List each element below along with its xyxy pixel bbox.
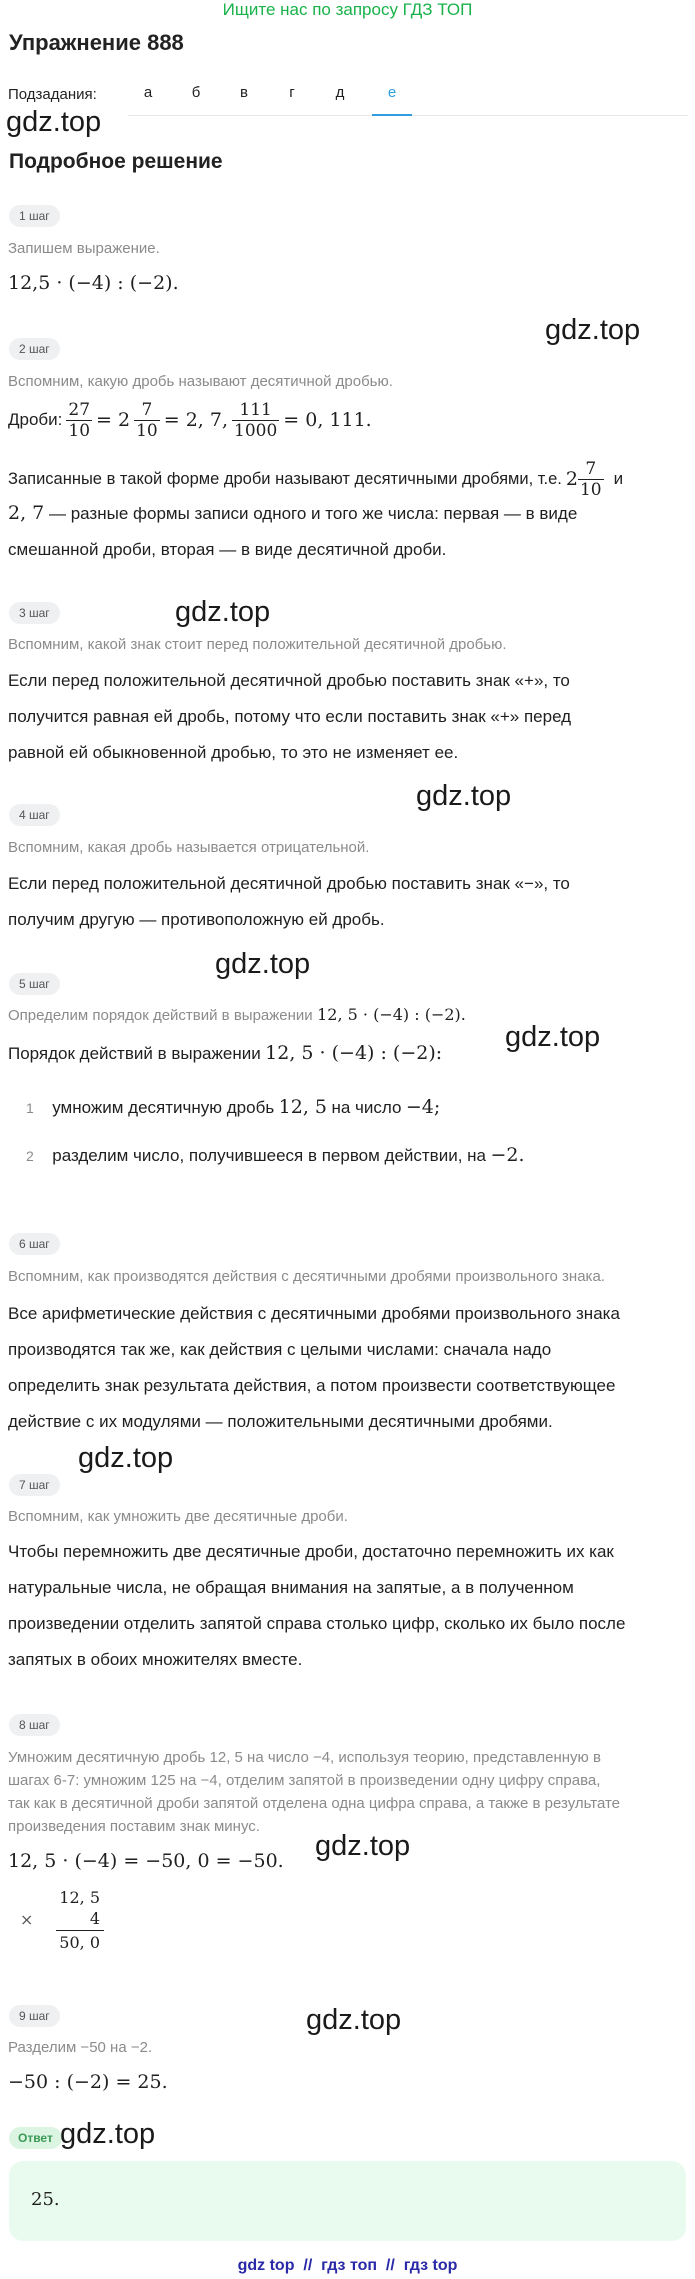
list-item: 1 умножим десятичную дробь 12, 5 на число −4; xyxy=(26,1096,441,1118)
step-badge: 8 шаг xyxy=(9,1714,60,1736)
tab-e[interactable]: е xyxy=(372,84,412,116)
watermark: gdz.top xyxy=(6,106,102,138)
step-badge: 4 шаг xyxy=(9,804,60,826)
step-hint: шагах 6-7: умножим 125 на −4, отделим запятой в произведении одну цифру справа, xyxy=(8,1772,601,1789)
paragraph-line: Если перед положительной десятичной дробью поставить знак «−», то xyxy=(8,874,570,893)
paragraph-line: производятся так же, как действия с целыми числами: сначала надо xyxy=(8,1340,552,1359)
step-hint: Вспомним, как умножить две десятичные дроби. xyxy=(8,1508,348,1525)
tab-b[interactable]: б xyxy=(191,84,201,101)
step-hint: Разделим −50 на −2. xyxy=(8,2039,153,2056)
answer-value: 25. xyxy=(31,2189,60,2210)
solution-heading: Подробное решение xyxy=(9,150,223,173)
step-hint: произведения поставим знак минус. xyxy=(8,1818,260,1835)
paragraph-line: Все арифметические действия с десятичными дробями произвольного знака xyxy=(8,1304,620,1323)
paragraph-line: Если перед положительной десятичной дробью поставить знак «+», то xyxy=(8,671,570,690)
watermark: gdz.top xyxy=(416,780,512,812)
step-hint: Вспомним, какой знак стоит перед положительной десятичной дробью. xyxy=(8,636,507,653)
step-badge: 6 шаг xyxy=(9,1233,60,1255)
step-hint: Определим порядок действий в выражении 12, 5 · (−4) : (−2). xyxy=(8,1005,466,1024)
step-badge: 1 шаг xyxy=(9,205,60,227)
step-formula: 12, 5 · (−4) = −50, 0 = −50. xyxy=(8,1850,284,1872)
fractions-line xyxy=(8,396,372,444)
multiply-sign: × xyxy=(20,1910,34,1929)
subtasks-label: Подзадания: xyxy=(8,86,97,103)
step-badge: 9 шаг xyxy=(9,2005,60,2027)
drobi-label: Дроби: xyxy=(8,410,63,429)
fraction: $\frac{7}{10}$ xyxy=(136,399,158,441)
fraction: $\frac{7}{10}$ xyxy=(579,458,602,500)
step-hint: Запишем выражение. xyxy=(8,240,160,257)
step-hint: Вспомним, как производятся действия с десятичными дробями произвольного знака. xyxy=(8,1268,605,1285)
step-badge: 3 шаг xyxy=(9,602,60,624)
watermark: gdz.top xyxy=(306,2004,402,2036)
paragraph-line: равной ей обыкновенной дробью, то это не изменяет ее. xyxy=(8,743,459,762)
tab-a[interactable]: а xyxy=(143,84,153,101)
column-multiplication xyxy=(20,1888,110,1968)
watermark: gdz.top xyxy=(545,314,641,346)
watermark: gdz.top xyxy=(215,948,311,980)
paragraph-line: Записанные в такой форме дроби называют десятичными дробями, т.е. 2 $\frac{7}{10}$ и xyxy=(8,458,624,500)
paragraph-line: действие с их модулями — положительными десятичными дробями. xyxy=(8,1412,553,1431)
paragraph-line: натуральные числа, не обращая внимания на запятые, а в полученном xyxy=(8,1578,574,1597)
fraction: $\frac{27}{10}$ xyxy=(68,399,91,441)
search-banner: Ищите нас по запросу ГДЗ ТОП xyxy=(222,0,473,19)
paragraph-line: получится равная ей дробь, потому что если поставить знак «+» перед xyxy=(8,707,572,726)
step-formula: −50 : (−2) = 25. xyxy=(8,2071,168,2093)
subtask-tabs xyxy=(128,78,688,116)
column-result: 50, 0 xyxy=(59,1933,100,1952)
tab-d[interactable]: д xyxy=(335,84,345,101)
equals: = 2, 7, xyxy=(163,409,228,431)
step-hint: Вспомним, какую дробь называют десятичной дробью. xyxy=(8,373,393,390)
step-badge: 7 шаг xyxy=(9,1474,60,1496)
answer-box xyxy=(9,2161,686,2241)
column-line xyxy=(56,1930,104,1931)
fraction: $\frac{111}{1000}$ xyxy=(234,399,278,441)
page-title: Упражнение 888 xyxy=(9,30,184,55)
paragraph-line: определить знак результата действия, а потом произвести соответствующее xyxy=(8,1376,616,1395)
paragraph-line: смешанной дроби, вторая — в виде десятичной дроби. xyxy=(8,540,447,559)
step-badge: 2 шаг xyxy=(9,338,60,360)
step-hint: Вспомним, какая дробь называется отрицательной. xyxy=(8,839,370,856)
watermark: gdz.top xyxy=(315,1830,411,1862)
paragraph-line: Чтобы перемножить две десятичные дроби, достаточно перемножить их как xyxy=(8,1542,614,1561)
column-top: 12, 5 xyxy=(59,1888,100,1907)
paragraph-line: 2, 7 — разные формы записи одного и того же числа: первая — в виде xyxy=(8,502,578,524)
answer-badge: Ответ xyxy=(9,2127,62,2149)
watermark: gdz.top xyxy=(505,1021,601,1053)
step-badge: 5 шаг xyxy=(9,973,60,995)
paragraph-line: произведении отделить запятой справа столько цифр, сколько их было после xyxy=(8,1614,626,1633)
step-formula: 12,5 · (−4) : (−2). xyxy=(8,272,179,294)
watermark: gdz.top xyxy=(78,1442,174,1474)
watermark: gdz.top xyxy=(60,2118,156,2150)
footer-links[interactable]: gdz top // гдз топ // гдз top xyxy=(237,2257,458,2274)
tab-g[interactable]: г xyxy=(289,84,295,101)
equals: = 0, 111. xyxy=(283,409,372,431)
paragraph-line: запятых в обоих множителях вместе. xyxy=(8,1650,303,1669)
step-hint: так как в десятичной дроби запятой отделена одна цифра справа, а также в результате xyxy=(8,1795,621,1812)
paragraph-line: Порядок действий в выражении 12, 5 · (−4) : (−2): xyxy=(8,1042,443,1064)
equals: = 2 xyxy=(96,409,131,431)
watermark: gdz.top xyxy=(175,596,271,628)
column-mid: 4 xyxy=(89,1909,100,1928)
tab-v[interactable]: в xyxy=(240,84,248,101)
list-item: 2 разделим число, получившееся в первом действии, на −2. xyxy=(26,1144,525,1166)
paragraph-line: получим другую — противоположную ей дробь. xyxy=(8,910,385,929)
step-hint: Умножим десятичную дробь 12, 5 на число −4, используя теорию, представленную в xyxy=(8,1749,601,1766)
